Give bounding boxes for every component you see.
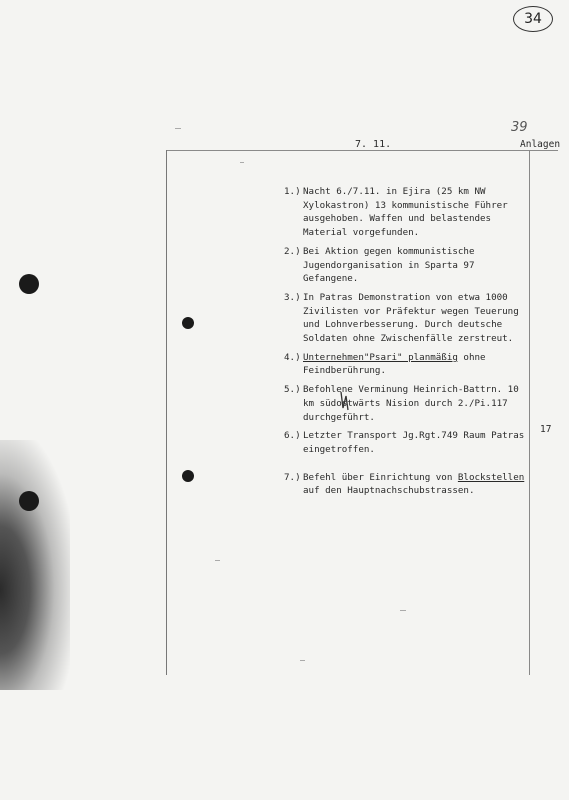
entry-3 <box>284 291 529 346</box>
entry-number: 1.) <box>284 186 301 197</box>
entry-text: Bei Aktion gegen kommunistische Jugendorganisation in Sparta 97 Gefangene. <box>303 245 475 285</box>
entry-text: Befohlene Verminung Heinrich-Battrn. 10 km südostwärts Nision durch 2./Pi.117 durchgeführt. <box>303 384 519 423</box>
scan-speck <box>215 560 220 561</box>
page-number-stamp: 34 <box>513 6 553 32</box>
scan-shadow <box>0 440 70 690</box>
scan-speck <box>175 128 181 129</box>
anlage-reference: 17 <box>540 424 552 435</box>
entry-number: 2.) <box>284 245 301 257</box>
underlined-text: Unternehmen"Psari" planmäßig <box>303 351 458 363</box>
scan-speck <box>240 162 244 163</box>
entry-number: 7.) <box>284 471 301 483</box>
entry-number: 3.) <box>284 291 301 303</box>
entry-5 <box>284 383 529 424</box>
entry-text: Letzter Transport Jg.Rgt.749 Raum Patras eingetroffen. <box>303 430 525 455</box>
entry-text: Nacht 6./7.11. in Ejira (25 km NW Xylokastron) 13 kommunistische Führer ausgehoben. Waffen und belastendes Material vorgefunden. <box>303 186 508 239</box>
entry-1 <box>284 185 529 240</box>
punch-hole <box>182 317 194 329</box>
entry-number: 4.) <box>284 351 301 363</box>
entry-4 <box>284 351 529 378</box>
entry-number: 5.) <box>284 384 301 396</box>
entry-text-rest: ohne Feindberührung. <box>303 351 486 377</box>
entry-7 <box>284 471 529 498</box>
scan-speck <box>300 660 305 661</box>
entry-text-pre: Befehl über Einrichtung von <box>303 471 458 483</box>
punch-hole <box>19 274 39 294</box>
entry-number: 6.) <box>284 430 301 442</box>
right-margin-rule <box>529 150 530 675</box>
entry-text <box>303 351 529 378</box>
scan-speck <box>400 610 406 611</box>
entry-text <box>303 471 529 498</box>
entry-date: 7. 11. <box>355 139 392 150</box>
entry-6 <box>284 429 529 456</box>
entry-text: In Patras Demonstration von etwa 1000 Zivilisten vor Präfektur wegen Teuerung und Lohnverbesserung. Durch deutsche Soldaten ohne Zwischenfälle zerstreut. <box>303 291 519 345</box>
punch-hole <box>182 470 194 482</box>
entry-text-post: auf den Hauptnachschubstrassen. <box>303 485 475 497</box>
punch-hole <box>19 491 39 511</box>
left-margin-rule <box>166 150 167 675</box>
underlined-text: Blockstellen <box>457 471 525 483</box>
anlagen-header: Anlagen <box>520 139 561 150</box>
handwritten-tick-mark <box>339 390 351 412</box>
header-rule <box>166 150 558 151</box>
entry-2 <box>284 245 529 286</box>
diary-entries <box>284 185 529 503</box>
folio-number: 39 <box>511 120 528 135</box>
